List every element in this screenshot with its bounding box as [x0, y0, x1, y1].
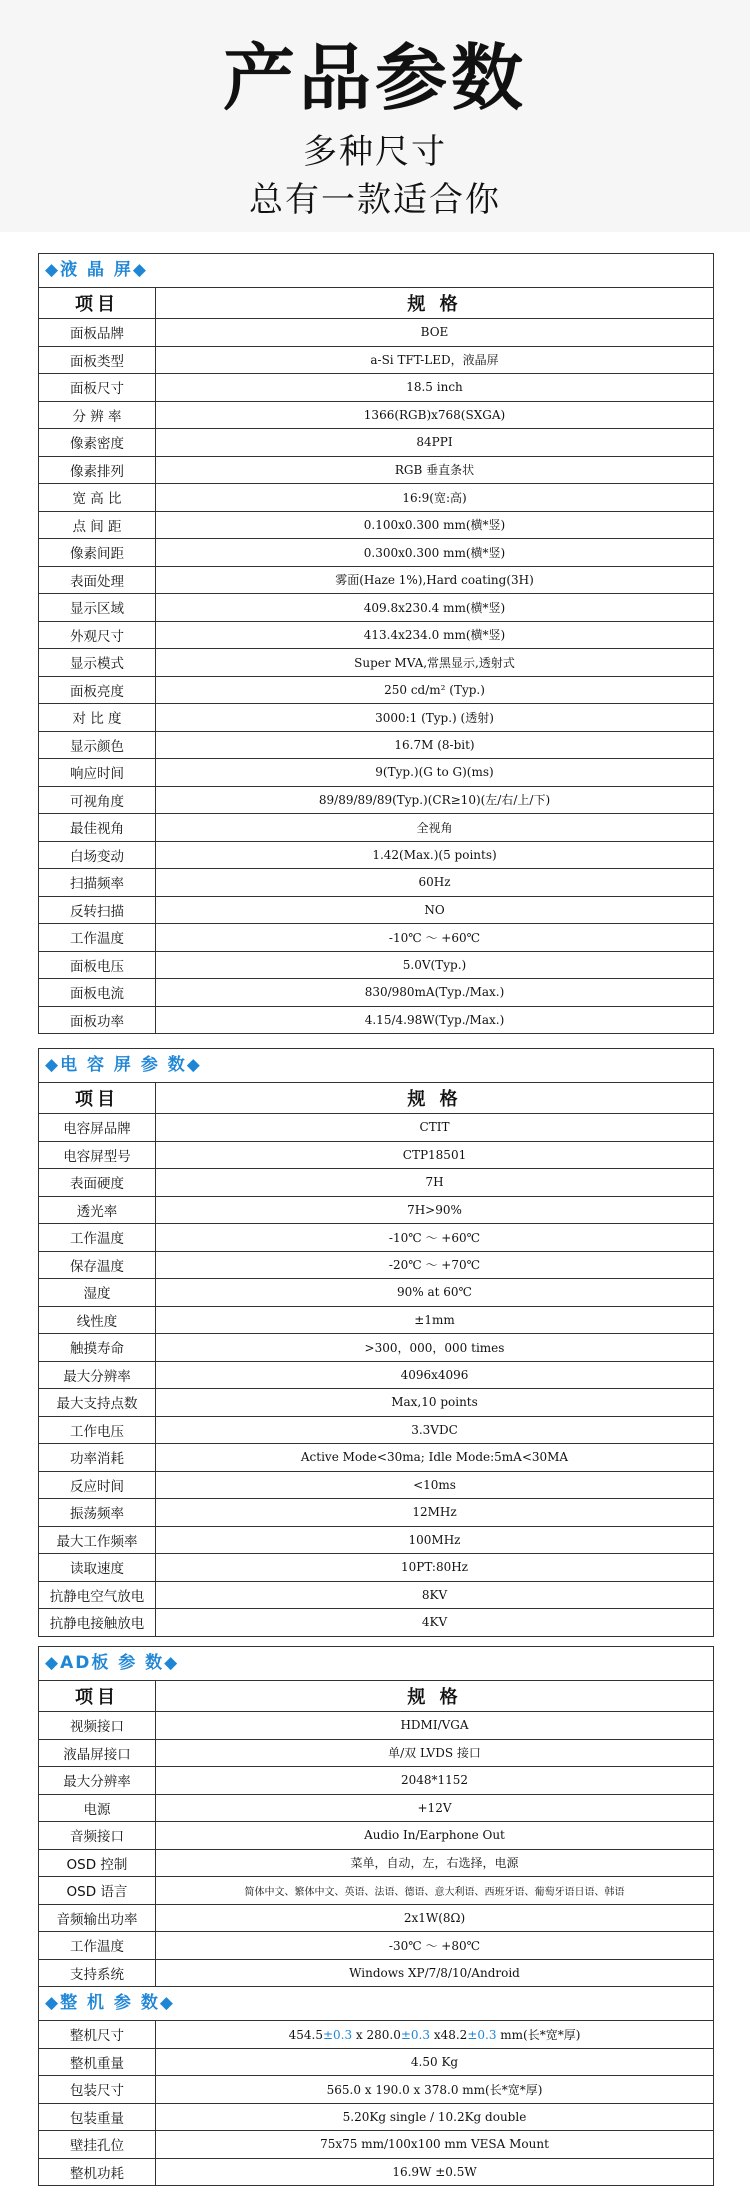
table-row — [39, 1739, 713, 1767]
spec-value: 5.0V(Typ.) — [156, 951, 714, 979]
spec-label: 线性度 — [39, 1306, 156, 1334]
table-row — [39, 1196, 713, 1224]
spec-value: NO — [156, 896, 714, 924]
size-part: ±0.3 — [467, 2027, 497, 2042]
page-title: 产品参数 — [222, 36, 527, 120]
column-header-item: 项目 — [39, 288, 156, 319]
spec-value: 2048*1152 — [156, 1767, 714, 1795]
spec-value: 7H>90% — [156, 1196, 714, 1224]
spec-value: Active Mode<30ma; Idle Mode:5mA<30MA — [156, 1444, 714, 1472]
spec-label: 外观尺寸 — [39, 621, 156, 649]
table-row — [39, 1767, 713, 1795]
ctp-section-title: ◆电 容 屏 参 数◆ — [39, 1049, 713, 1083]
spec-value: -10℃ ～ +60℃ — [156, 1224, 714, 1252]
table-row — [39, 1932, 713, 1960]
table-row — [39, 2021, 713, 2048]
table-row — [39, 374, 713, 402]
table-row — [39, 1877, 713, 1905]
spec-label: 可视角度 — [39, 786, 156, 814]
table-row — [39, 1581, 713, 1609]
table-row — [39, 979, 713, 1007]
column-header-spec: 规 格 — [156, 1083, 714, 1114]
spec-label: 面板电压 — [39, 951, 156, 979]
table-row — [39, 511, 713, 539]
table-row — [39, 346, 713, 374]
table-row — [39, 759, 713, 787]
spec-label: OSD 控制 — [39, 1849, 156, 1877]
spec-value: -30℃ ～ +80℃ — [156, 1932, 714, 1960]
spec-label: 壁挂孔位 — [39, 2131, 156, 2159]
spec-label: 面板亮度 — [39, 676, 156, 704]
spec-label: 面板功率 — [39, 1006, 156, 1033]
spec-value: 单/双 LVDS 接口 — [156, 1739, 714, 1767]
spec-label: 面板尺寸 — [39, 374, 156, 402]
spec-value: 413.4x234.0 mm(横*竖) — [156, 621, 714, 649]
spec-value: 8KV — [156, 1581, 714, 1609]
table-row — [39, 1822, 713, 1850]
spec-value: 5.20Kg single / 10.2Kg double — [156, 2103, 714, 2131]
spec-value: 90% at 60℃ — [156, 1279, 714, 1307]
spec-value: 84PPI — [156, 429, 714, 457]
spec-value: 1.42(Max.)(5 points) — [156, 841, 714, 869]
table-row — [39, 1279, 713, 1307]
spec-label: 最大分辨率 — [39, 1361, 156, 1389]
spec-value: -10℃ ～ +60℃ — [156, 924, 714, 952]
spec-label: 读取速度 — [39, 1554, 156, 1582]
table-row — [39, 1794, 713, 1822]
table-row — [39, 1444, 713, 1472]
table-row — [39, 484, 713, 512]
spec-value: +12V — [156, 1794, 714, 1822]
table-row — [39, 649, 713, 677]
spec-value: 565.0 x 190.0 x 378.0 mm(长*宽*厚) — [156, 2076, 714, 2104]
table-row — [39, 786, 713, 814]
table-row — [39, 704, 713, 732]
table-row — [39, 1712, 713, 1740]
spec-value: 0.300x0.300 mm(横*竖) — [156, 539, 714, 567]
table-row — [39, 1006, 713, 1033]
spec-label: 音频接口 — [39, 1822, 156, 1850]
table-row — [39, 2131, 713, 2159]
spec-label: 表面硬度 — [39, 1169, 156, 1197]
table-row — [39, 676, 713, 704]
spec-label: 响应时间 — [39, 759, 156, 787]
table-row — [39, 2048, 713, 2076]
table-header-row — [39, 1083, 713, 1114]
table-row — [39, 2076, 713, 2104]
spec-value: 雾面(Haze 1%),Hard coating(3H) — [156, 566, 714, 594]
lcd-section-title: ◆液 晶 屏◆ — [39, 254, 713, 288]
ctp-spec-table — [39, 1083, 713, 1636]
spec-label: 触摸寿命 — [39, 1334, 156, 1362]
spec-label: 显示区域 — [39, 594, 156, 622]
lcd-section — [38, 253, 714, 1034]
subtitle-line-2: 总有一款适合你 — [249, 180, 501, 220]
spec-label: 振荡频率 — [39, 1499, 156, 1527]
column-header-spec: 规 格 — [156, 288, 714, 319]
spec-value: 16.9W ±0.5W — [156, 2158, 714, 2185]
table-row — [39, 814, 713, 842]
table-row — [39, 2103, 713, 2131]
spec-value: 菜单，自动，左，右选择，电源 — [156, 1849, 714, 1877]
spec-value: -20℃ ～ +70℃ — [156, 1251, 714, 1279]
ad-section — [38, 1646, 714, 2186]
table-row — [39, 731, 713, 759]
table-row — [39, 1471, 713, 1499]
spec-label: 工作温度 — [39, 1224, 156, 1252]
spec-label: 电容屏品牌 — [39, 1114, 156, 1142]
table-row — [39, 1389, 713, 1417]
spec-label: 对 比 度 — [39, 704, 156, 732]
spec-label: 电容屏型号 — [39, 1141, 156, 1169]
table-row — [39, 1141, 713, 1169]
spec-value: 10PT:80Hz — [156, 1554, 714, 1582]
spec-label: 反应时间 — [39, 1471, 156, 1499]
size-part: 454.5 — [288, 2027, 323, 2042]
size-part: x48.2 — [430, 2027, 468, 2042]
page-header — [0, 0, 750, 232]
spec-value: 16:9(宽:高) — [156, 484, 714, 512]
spec-label: 包装重量 — [39, 2103, 156, 2131]
spec-label: 支持系统 — [39, 1959, 156, 1986]
spec-value: 16.7M (8-bit) — [156, 731, 714, 759]
spec-value: 18.5 inch — [156, 374, 714, 402]
table-row — [39, 869, 713, 897]
spec-label: 最大工作频率 — [39, 1526, 156, 1554]
spec-value: 3000:1 (Typ.) (透射) — [156, 704, 714, 732]
spec-value: 4.15/4.98W(Typ./Max.) — [156, 1006, 714, 1033]
spec-label: 点 间 距 — [39, 511, 156, 539]
size-part: mm(长*宽*厚) — [496, 2027, 581, 2042]
table-row — [39, 1526, 713, 1554]
table-row — [39, 1499, 713, 1527]
spec-value: 2x1W(8Ω) — [156, 1904, 714, 1932]
spec-value: 409.8x230.4 mm(横*竖) — [156, 594, 714, 622]
table-row — [39, 896, 713, 924]
spec-label: 像素排列 — [39, 456, 156, 484]
spec-value: 830/980mA(Typ./Max.) — [156, 979, 714, 1007]
column-header-item: 项目 — [39, 1681, 156, 1712]
spec-label: 显示模式 — [39, 649, 156, 677]
spec-value: 60Hz — [156, 869, 714, 897]
whole-spec-table — [39, 2021, 713, 2185]
spec-value: ±1mm — [156, 1306, 714, 1334]
spec-label: 工作温度 — [39, 924, 156, 952]
spec-label: 功率消耗 — [39, 1444, 156, 1472]
spec-label: 面板类型 — [39, 346, 156, 374]
spec-value: 7H — [156, 1169, 714, 1197]
spec-value: HDMI/VGA — [156, 1712, 714, 1740]
table-row — [39, 429, 713, 457]
spec-value: 100MHz — [156, 1526, 714, 1554]
spec-label: 最大支持点数 — [39, 1389, 156, 1417]
spec-label: OSD 语言 — [39, 1877, 156, 1905]
table-row — [39, 1554, 713, 1582]
spec-label: 湿度 — [39, 1279, 156, 1307]
table-row — [39, 1609, 713, 1636]
spec-label: 包装尺寸 — [39, 2076, 156, 2104]
spec-label: 白场变动 — [39, 841, 156, 869]
spec-label: 像素密度 — [39, 429, 156, 457]
table-row — [39, 456, 713, 484]
column-header-item: 项目 — [39, 1083, 156, 1114]
spec-value: 4.50 Kg — [156, 2048, 714, 2076]
spec-label: 最佳视角 — [39, 814, 156, 842]
spec-value: Super MVA,常黑显示,透射式 — [156, 649, 714, 677]
spec-value: Windows XP/7/8/10/Android — [156, 1959, 714, 1986]
size-part: ±0.3 — [400, 2027, 430, 2042]
table-row — [39, 621, 713, 649]
spec-value: Audio In/Earphone Out — [156, 1822, 714, 1850]
spec-value: <10ms — [156, 1471, 714, 1499]
spec-label: 表面处理 — [39, 566, 156, 594]
spec-label: 面板电流 — [39, 979, 156, 1007]
spec-value: >300，000，000 times — [156, 1334, 714, 1362]
table-row — [39, 319, 713, 347]
spec-label: 分 辨 率 — [39, 401, 156, 429]
spec-value: BOE — [156, 319, 714, 347]
spec-value: 89/89/89/89(Typ.)(CR≥10)(左/右/上/下) — [156, 786, 714, 814]
table-row — [39, 1416, 713, 1444]
spec-value: CTP18501 — [156, 1141, 714, 1169]
table-row — [39, 1361, 713, 1389]
spec-label: 整机重量 — [39, 2048, 156, 2076]
spec-label: 音频输出功率 — [39, 1904, 156, 1932]
spec-value: a-Si TFT-LED，液晶屏 — [156, 346, 714, 374]
spec-value: 9(Typ.)(G to G)(ms) — [156, 759, 714, 787]
spec-label: 透光率 — [39, 1196, 156, 1224]
table-row — [39, 2158, 713, 2185]
table-row — [39, 1251, 713, 1279]
table-row — [39, 1904, 713, 1932]
ad-spec-table — [39, 1681, 713, 1986]
table-row — [39, 924, 713, 952]
table-row — [39, 951, 713, 979]
spec-value: 4KV — [156, 1609, 714, 1636]
table-row — [39, 1849, 713, 1877]
size-part: ±0.3 — [322, 2027, 353, 2042]
table-row — [39, 1959, 713, 1986]
spec-label: 面板品牌 — [39, 319, 156, 347]
table-row — [39, 1306, 713, 1334]
spec-value: RGB 垂直条状 — [156, 456, 714, 484]
spec-value — [156, 2021, 714, 2048]
spec-label: 液晶屏接口 — [39, 1739, 156, 1767]
spec-label: 最大分辨率 — [39, 1767, 156, 1795]
subtitle-line-1: 多种尺寸 — [303, 132, 447, 172]
spec-label: 电源 — [39, 1794, 156, 1822]
spec-label: 保存温度 — [39, 1251, 156, 1279]
spec-label: 整机功耗 — [39, 2158, 156, 2185]
spec-label: 视频接口 — [39, 1712, 156, 1740]
spec-value: 全视角 — [156, 814, 714, 842]
lcd-spec-table — [39, 288, 713, 1033]
table-row — [39, 539, 713, 567]
ctp-section — [38, 1048, 714, 1637]
spec-label: 显示颜色 — [39, 731, 156, 759]
spec-label: 整机尺寸 — [39, 2021, 156, 2048]
spec-label: 抗静电接触放电 — [39, 1609, 156, 1636]
table-row — [39, 1114, 713, 1142]
spec-value: 0.100x0.300 mm(横*竖) — [156, 511, 714, 539]
spec-value: Max,10 points — [156, 1389, 714, 1417]
table-row — [39, 594, 713, 622]
spec-value: 12MHz — [156, 1499, 714, 1527]
spec-label: 宽 高 比 — [39, 484, 156, 512]
table-row — [39, 566, 713, 594]
table-header-row — [39, 1681, 713, 1712]
table-row — [39, 841, 713, 869]
spec-value: 1366(RGB)x768(SXGA) — [156, 401, 714, 429]
spec-label: 抗静电空气放电 — [39, 1581, 156, 1609]
table-row — [39, 1224, 713, 1252]
spec-value: 250 cd/m² (Typ.) — [156, 676, 714, 704]
spec-value: 75x75 mm/100x100 mm VESA Mount — [156, 2131, 714, 2159]
spec-value: 4096x4096 — [156, 1361, 714, 1389]
spec-value: 简体中文、繁体中文、英语、法语、德语、意大利语、西班牙语、葡萄牙语日语、韩语 — [156, 1877, 714, 1905]
spec-label: 扫描频率 — [39, 869, 156, 897]
column-header-spec: 规 格 — [156, 1681, 714, 1712]
size-part: x 280.0 — [352, 2027, 401, 2042]
spec-label: 像素间距 — [39, 539, 156, 567]
ad-section-title: ◆AD板 参 数◆ — [39, 1647, 713, 1681]
spec-label: 工作温度 — [39, 1932, 156, 1960]
spec-label: 工作电压 — [39, 1416, 156, 1444]
spec-label: 反转扫描 — [39, 896, 156, 924]
spec-value: 3.3VDC — [156, 1416, 714, 1444]
table-header-row — [39, 288, 713, 319]
whole-section-title: ◆整 机 参 数◆ — [39, 1986, 713, 2021]
table-row — [39, 401, 713, 429]
table-row — [39, 1169, 713, 1197]
table-row — [39, 1334, 713, 1362]
spec-value: CTIT — [156, 1114, 714, 1142]
